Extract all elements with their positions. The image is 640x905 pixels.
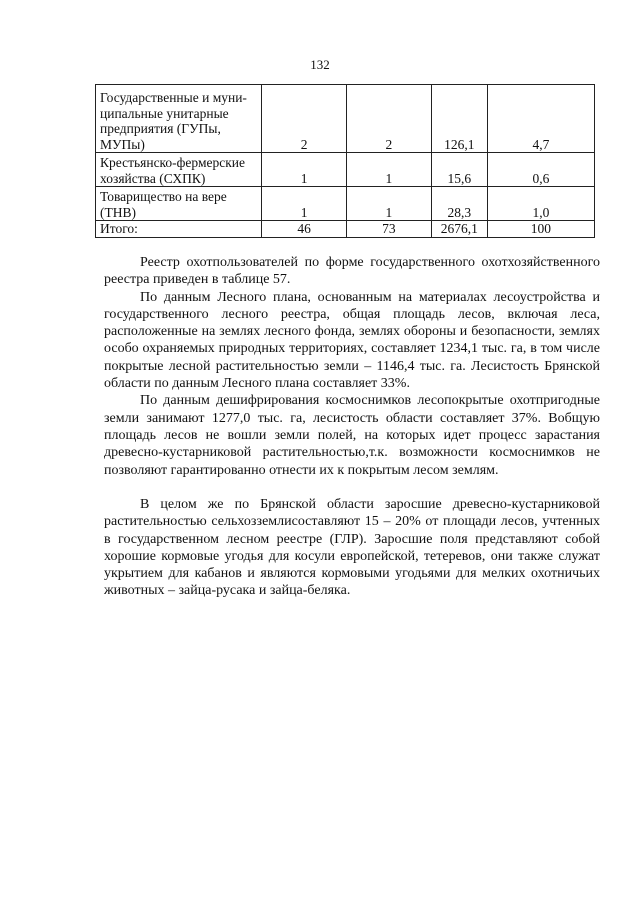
table-cell: Товарищество на вере (ТНВ) <box>96 187 262 221</box>
paragraph: Реестр охотпользователей по форме государственного охотхозяйственного реестра приведен в таблице 57. <box>104 255 600 288</box>
table-cell: 2 <box>347 85 432 153</box>
table-row <box>96 153 595 187</box>
paragraph: В целом же по Брянской области заросшие древесно-кустарниковой растительностью сельхозземлисоставляют 15 – 20% от площади лесов, учтенных в государственном лесном реестре (ГЛР). Заросшие поля представляют собой хорошие кормовые угодья для косули европейской, тетеревов, они также служат укрытием для кабанов и являются кормовыми угодьями для мелких охотничьих животных – зайца-русака и зайца-беляка. <box>104 497 600 599</box>
data-table <box>95 84 595 238</box>
table-cell: 0,6 <box>487 153 594 187</box>
table-cell: Итого: <box>96 221 262 238</box>
table-cell: 73 <box>347 221 432 238</box>
table-cell: 4,7 <box>487 85 594 153</box>
table-cell: 1,0 <box>487 187 594 221</box>
table-cell: 1 <box>262 187 347 221</box>
table-cell: 2676,1 <box>431 221 487 238</box>
table-cell: 1 <box>347 187 432 221</box>
body-text-block-2 <box>104 496 600 600</box>
body-text-block-1 <box>104 254 600 479</box>
paragraph: По данным Лесного плана, основанным на материалах лесоустройства и государственного лесного реестра, общая площадь лесов, включая леса, расположенные на землях лесного фонда, землях обороны и безопасности, землях особо охраняемых природных территориях, составляет 1234,1 тыс. га, в том числе покрытые лесной растительностью земли – 1146,4 тыс. га. Лесистость Брянской области по данным Лесного плана составляет 33%. <box>104 289 600 392</box>
table-row <box>96 85 595 153</box>
paragraph: По данным дешифрирования космоснимков лесопокрытые охотпригодные земли занимают 1277,0 тыс. га, лесистость области составляет 37%. Вобщую площадь лесов не вошли земли полей, на которых идет процесс зарастания древесно-кустарниковой растительностью,т.к. возможности космоснимков не позволяют гарантированно отнести их к покрытым лесом землям. <box>104 393 600 478</box>
table-cell: 15,6 <box>431 153 487 187</box>
table-cell: Крестьянско-фермерские хозяйства (СХПК) <box>96 153 262 187</box>
page-number: 132 <box>310 57 330 72</box>
table-cell: 28,3 <box>431 187 487 221</box>
table-cell: 2 <box>262 85 347 153</box>
table-cell: 1 <box>347 153 432 187</box>
table-cell: Государственные и муни-ципальные унитарные предприятия (ГУПы, МУПы) <box>96 85 262 153</box>
table-row <box>96 187 595 221</box>
table-cell: 1 <box>262 153 347 187</box>
table-row <box>96 221 595 238</box>
table-cell: 46 <box>262 221 347 238</box>
table-cell: 126,1 <box>431 85 487 153</box>
table-cell: 100 <box>487 221 594 238</box>
